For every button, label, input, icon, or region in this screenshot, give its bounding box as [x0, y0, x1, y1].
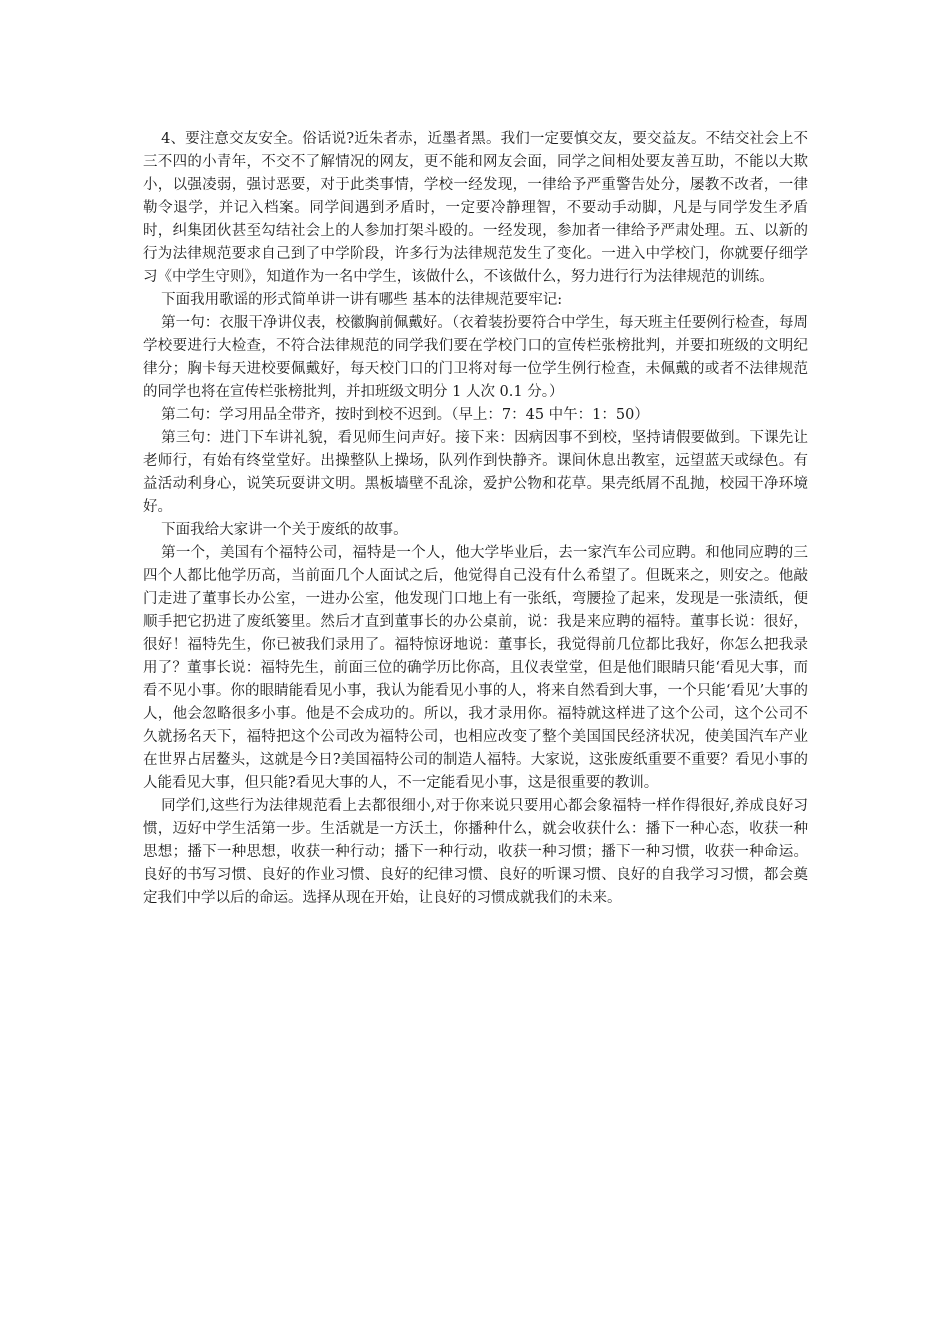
paragraph-rule-two: 第二句：学习用品全带齐，按时到校不迟到。（早上：7：45 中午：1：50） [161, 407, 649, 423]
document-body [143, 128, 808, 910]
paragraph-ballad-intro: 下面我用歌谣的形式简单讲一讲有哪些 基本的法律规范要牢记: [161, 292, 563, 308]
paragraph-story-intro: 下面我给大家讲一个关于废纸的故事。 [161, 522, 408, 538]
paragraph-rule-three: 第三句：进门下车讲礼貌，看见师生问声好。接下来：因病因事不到校，坚持请假要做到。下课先让老师行，有始有终堂堂好。出操整队上操场，队列作到快静齐。课间休息出教室，远望蓝天或绿色。有益活动利身心，说笑玩耍讲文明。黑板墙壁不乱涂，爱护公物和花草。果壳纸屑不乱抛，校园干净环境好。 [143, 430, 808, 515]
paragraph-friendship-safety: 4、要注意交友安全。俗话说?近朱者赤，近墨者黑。我们一定要慎交友，要交益友。不结交社会上不三不四的小青年，不交不了解情况的网友，更不能和网友会面，同学之间相处要友善互助，不能以大欺小，以强凌弱，强讨恶要，对于此类事情，学校一经发现，一律给予严重警告处分，屡教不改者，一律勒令退学，并记入档案。同学间遇到矛盾时，一定要冷静理智，不要动手动脚，凡是与同学发生矛盾时，纠集团伙甚至勾结社会上的人参加打架斗殴的。一经发现，参加者一律给予严肃处理。五、以新的行为法律规范要求自己到了中学阶段，许多行为法律规范发生了变化。一进入中学校门，你就要仔细学习《中学生守则》，知道作为一名中学生，该做什么，不该做什么，努力进行行为法律规范的训练。 [143, 131, 808, 285]
paragraph-ford-story: 第一个，美国有个福特公司，福特是一个人，他大学毕业后，去一家汽车公司应聘。和他同应聘的三四个人都比他学历高，当前面几个人面试之后，他觉得自己没有什么希望了。但既来之，则安之。他敲门走进了董事长办公室，一进办公室，他发现门口地上有一张纸，弯腰捡了起来，发现是一张渍纸，便顺手把它扔进了废纸篓里。然后才直到董事长的办公桌前，说：我是来应聘的福特。董事长说：很好，很好！福特先生，你已被我们录用了。福特惊讶地说：董事长，我觉得前几位都比我好，你怎么把我录用了？董事长说：福特先生，前面三位的确学历比你高，且仪表堂堂，但是他们眼睛只能‘看见大事，而看不见小事。你的眼睛能看见小事，我认为能看见小事的人，将来自然看到大事，一个只能‘看见’大事的人，他会忽略很多小事。他是不会成功的。所以，我才录用你。福特就这样进了这个公司，这个公司不久就扬名天下，福特把这个公司改为福特公司，也相应改变了整个美国国民经济状况，使美国汽车产业在世界占居鳌头，这就是今日?美国福特公司的制造人福特。大家说，这张废纸重要不重要？看见小事的人能看见大事，但只能?看见大事的人，不一定能看见小事，这是很重要的教训。 [143, 545, 808, 791]
paragraph-conclusion: 同学们,这些行为法律规范看上去都很细小,对于你来说只要用心都会象福特一样作得很好,养成良好习惯，迈好中学生活第一步。生活就是一方沃土，你播种什么，就会收获什么：播下一种心态，收获一种思想；播下一种思想，收获一种行动；播下一种行动，收获一种习惯；播下一种习惯，收获一种命运。良好的书写习惯、良好的作业习惯、良好的纪律习惯、良好的听课习惯、良好的自我学习习惯，都会奠定我们中学以后的命运。选择从现在开始，让良好的习惯成就我们的未来。 [143, 798, 808, 906]
paragraph-rule-one: 第一句：衣服干净讲仪表，校徽胸前佩戴好。（衣着装扮要符合中学生，每天班主任要例行检查，每周学校要进行大检查，不符合法律规范的同学我们要在学校门口的宣传栏张榜批判，并要扣班级的文明纪律分；胸卡每天进校要佩戴好，每天校门口的门卫将对每一位学生例行检查，未佩戴的或者不法律规范的同学也将在宣传栏张榜批判，并扣班级文明分 1 人次 0.1 分。） [143, 315, 808, 400]
